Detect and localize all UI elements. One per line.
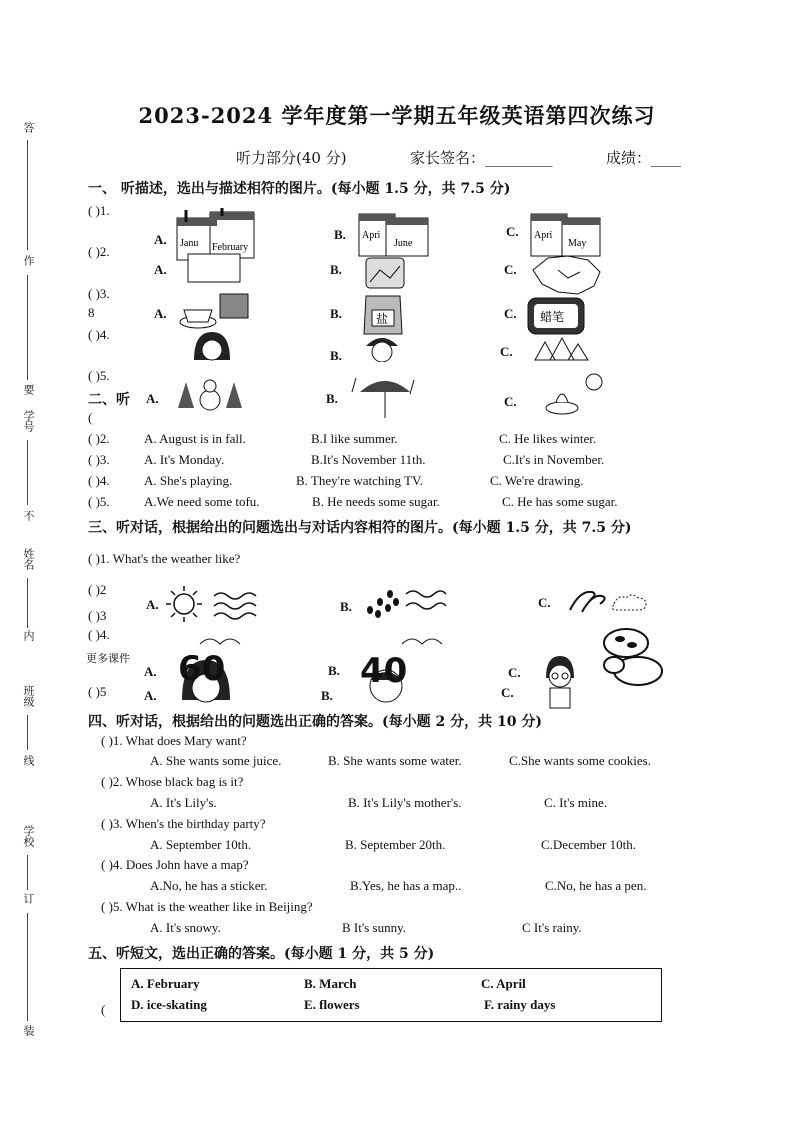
question-number: ( )4. bbox=[88, 627, 110, 642]
option-letter: B. bbox=[330, 306, 342, 321]
page-title: 2023-2024 学年度第一学期五年级英语第四次练习 bbox=[138, 103, 656, 128]
option-letter: B. bbox=[330, 262, 342, 277]
salt-label: 盐 bbox=[376, 312, 389, 326]
margin-label-class: 班级 bbox=[22, 685, 35, 707]
section-1-heading: 一、 听描述，选出与描述相符的图片。(每小题 1.5 分，共 7.5 分) bbox=[88, 181, 511, 197]
margin-char: 答 bbox=[22, 122, 35, 133]
option-letter: C. bbox=[504, 262, 517, 277]
option-letter: C. bbox=[538, 595, 551, 610]
margin-line bbox=[27, 855, 28, 890]
answer-paren: ( bbox=[101, 1002, 106, 1017]
margin-char: 线 bbox=[22, 755, 35, 766]
age-number: 40 bbox=[360, 651, 408, 691]
margin-char: 要 bbox=[22, 384, 35, 395]
picture-frame-image bbox=[360, 252, 410, 292]
age-number: 60 bbox=[178, 650, 226, 689]
option-b: B.Yes, he has a map.. bbox=[350, 878, 462, 893]
windy-cloudy-icon bbox=[562, 584, 656, 618]
option-letter: B. bbox=[340, 599, 352, 614]
margin-char: 装 bbox=[22, 1025, 35, 1036]
option-a: A. It's snowy. bbox=[150, 920, 221, 935]
stray-mark: 8 bbox=[88, 305, 95, 320]
option-letter: C. bbox=[500, 344, 513, 359]
option-letter: B. bbox=[326, 391, 338, 406]
option-letter: B. bbox=[328, 663, 340, 678]
option-letter: B. bbox=[334, 227, 346, 242]
question-1: ( )1. What's the weather like? bbox=[88, 551, 241, 566]
girl-face-image bbox=[190, 330, 234, 362]
sunny-windy-icon bbox=[164, 584, 260, 624]
snowman-winter-image bbox=[170, 372, 246, 412]
margin-label-name: 姓名 bbox=[22, 548, 35, 570]
option-letter: A. bbox=[144, 688, 157, 703]
option-letter: C. bbox=[508, 665, 521, 680]
section-label-listening: 听力部分(40 分) bbox=[236, 149, 347, 167]
option-b: B. She wants some water. bbox=[328, 753, 462, 768]
option-c: C. He likes winter. bbox=[499, 431, 597, 446]
margin-char: 作 bbox=[22, 255, 35, 266]
question-number: ( )3. bbox=[88, 452, 110, 467]
calendar-label: February bbox=[212, 242, 249, 253]
option-b: B. They're watching TV. bbox=[296, 473, 423, 488]
woman-60-image bbox=[172, 650, 240, 714]
option-c: C.She wants some cookies. bbox=[509, 753, 651, 768]
question: ( )2. Whose black bag is it? bbox=[101, 774, 244, 789]
question: ( )4. Does John have a map? bbox=[101, 857, 249, 872]
question: ( )5. What is the weather like in Beijing? bbox=[101, 899, 313, 914]
margin-line bbox=[27, 275, 28, 380]
woman-40-image bbox=[356, 650, 420, 714]
option-a: A. August is in fall. bbox=[144, 431, 246, 446]
option-letter: B. bbox=[330, 348, 342, 363]
option-b: B. It's Lily's mother's. bbox=[348, 795, 462, 810]
word-bank-box bbox=[120, 968, 662, 1022]
question-number: ( )4. bbox=[88, 327, 110, 342]
option-b: B. September 20th. bbox=[345, 837, 446, 852]
option-letter: C. bbox=[506, 224, 519, 239]
option-c: C. He has some sugar. bbox=[502, 494, 618, 509]
calendar-label: Apri bbox=[362, 230, 381, 241]
rainy-umbrella-image bbox=[350, 372, 420, 422]
margin-label-school: 学校 bbox=[22, 825, 35, 847]
option-b: B. He needs some sugar. bbox=[312, 494, 440, 509]
option-letter: B. bbox=[321, 688, 333, 703]
option-letter: A. bbox=[144, 664, 157, 679]
calendar-label: Janu bbox=[180, 238, 199, 249]
question-number: ( )2. bbox=[88, 431, 110, 446]
option-c: C It's rainy. bbox=[522, 920, 582, 935]
question-number: ( )2. bbox=[88, 244, 110, 259]
margin-line bbox=[27, 913, 28, 1021]
section-5-heading: 五、听短文，选出正确的答案。(每小题 1 分，共 5 分) bbox=[88, 946, 435, 962]
option-letter: A. bbox=[146, 597, 159, 612]
margin-label-student-number: 学号 bbox=[22, 410, 35, 432]
cookies-image bbox=[598, 625, 668, 691]
cake-top-image bbox=[398, 632, 448, 646]
cake-top-image bbox=[196, 632, 246, 646]
calendar-april-june-image bbox=[356, 206, 432, 258]
summer-lotus-sun-image bbox=[544, 372, 608, 418]
crayon-label: 蜡笔 bbox=[540, 310, 565, 324]
option-a: A.We need some tofu. bbox=[144, 494, 260, 509]
crayon-box-image bbox=[524, 290, 588, 338]
option-letter: A. bbox=[154, 306, 167, 321]
question-number: ( )3. bbox=[88, 286, 110, 301]
margin-line bbox=[27, 440, 28, 505]
option-letter: A. bbox=[146, 391, 159, 406]
question-number: ( )3 bbox=[88, 608, 107, 623]
tree-scene-image bbox=[530, 332, 590, 362]
section-4-heading: 四、听对话，根据给出的问题选出正确的答案。(每小题 2 分，共 10 分) bbox=[88, 714, 542, 730]
option-a: A. She wants some juice. bbox=[150, 753, 282, 768]
option-letter: C. bbox=[501, 685, 514, 700]
tea-cup-and-books-image bbox=[176, 290, 252, 334]
margin-char: 内 bbox=[22, 630, 35, 641]
option-b: B.I like summer. bbox=[311, 431, 398, 446]
girl-with-glasses-image bbox=[540, 652, 580, 710]
word-bank-item: C. April bbox=[481, 976, 526, 991]
calendar-label: May bbox=[568, 238, 587, 249]
option-c: C.It's in November. bbox=[503, 452, 605, 467]
margin-char: 不 bbox=[22, 510, 35, 521]
option-c: C. It's mine. bbox=[544, 795, 608, 810]
question-number: ( )5 bbox=[88, 684, 107, 699]
option-a: A. It's Lily's. bbox=[150, 795, 217, 810]
question-number: ( )4. bbox=[88, 473, 110, 488]
score-field: 成绩：____ bbox=[606, 149, 682, 167]
option-b: B It's sunny. bbox=[342, 920, 406, 935]
option-a: A.No, he has a sticker. bbox=[150, 878, 268, 893]
question-number: ( )2 bbox=[88, 582, 107, 597]
option-letter: C. bbox=[504, 306, 517, 321]
option-letter: C. bbox=[504, 394, 517, 409]
stray-watermark-text: 更多课件 bbox=[86, 652, 130, 665]
question-number: ( )5. bbox=[88, 494, 110, 509]
section-3-heading: 三、听对话，根据给出的问题选出与对话内容相符的图片。(每小题 1.5 分，共 7.5 分) bbox=[88, 520, 632, 536]
calendar-label: June bbox=[394, 238, 413, 249]
option-c: C. We're drawing. bbox=[490, 473, 584, 488]
question: ( )3. When's the birthday party? bbox=[101, 816, 266, 831]
parent-signature-field: 家长签名：_________ bbox=[410, 149, 553, 167]
section-2-heading: 二、听 bbox=[88, 392, 130, 408]
question-number: ( )5. bbox=[88, 368, 110, 383]
word-bank-item: B. March bbox=[304, 976, 357, 991]
margin-line bbox=[27, 715, 28, 750]
word-bank-item: F. rainy days bbox=[484, 997, 556, 1012]
word-bank-item: D. ice-skating bbox=[131, 997, 207, 1012]
word-bank-item: E. flowers bbox=[304, 997, 360, 1012]
option-a: A. It's Monday. bbox=[144, 452, 225, 467]
question-number: ( bbox=[88, 410, 93, 425]
option-a: A. She's playing. bbox=[144, 473, 233, 488]
rainy-windy-icon bbox=[364, 584, 448, 620]
option-b: B.It's November 11th. bbox=[311, 452, 426, 467]
option-letter: A. bbox=[154, 232, 167, 247]
option-letter: A. bbox=[154, 262, 167, 277]
boy-face-image bbox=[360, 330, 404, 362]
option-a: A. September 10th. bbox=[150, 837, 252, 852]
blackboard-image bbox=[184, 250, 244, 286]
calendar-label: Apri bbox=[534, 230, 553, 241]
margin-line bbox=[27, 578, 28, 628]
option-c: C.No, he has a pen. bbox=[545, 878, 647, 893]
word-bank-item: A. February bbox=[131, 976, 200, 991]
margin-line bbox=[27, 140, 28, 250]
margin-char: 订 bbox=[22, 893, 35, 904]
question: ( )1. What does Mary want? bbox=[101, 733, 247, 748]
question-number: ( )1. bbox=[88, 203, 110, 218]
option-c: C.December 10th. bbox=[541, 837, 636, 852]
